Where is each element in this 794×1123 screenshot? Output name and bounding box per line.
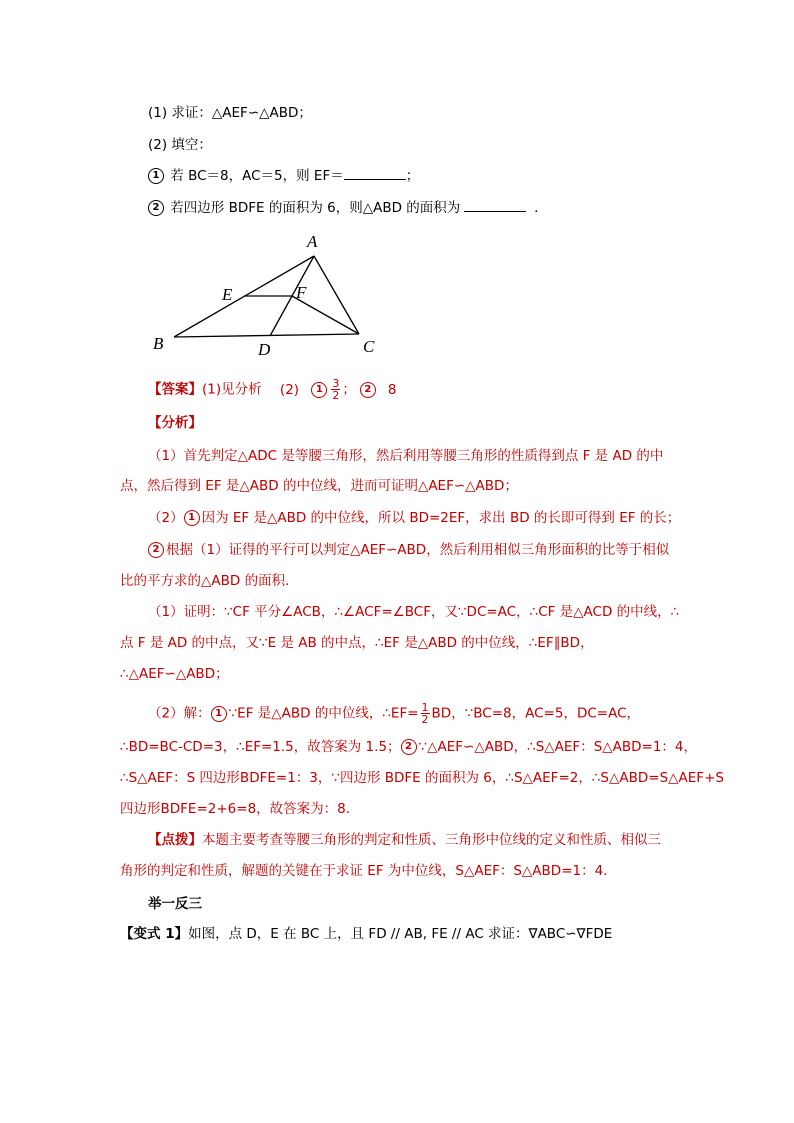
question-fill-2: 2 若四边形 BDFE 的面积为 6，则△ABD 的面积为 ． (148, 197, 548, 218)
analysis-line-6: （1）证明：∵CF 平分∠ACB，∴∠ACF=∠BCF，又∵DC=AC，∴CF 是△ACD 的中线，∴ (148, 604, 680, 620)
circle-number-1: 1 (211, 706, 227, 722)
analysis-line-4: 2 根据（1）证得的平行可以判定△AEF∽ABD，然后利用相似三角形面积的比等于相似 (148, 540, 669, 560)
label-A: A (307, 232, 318, 251)
analysis-line-2: 点，然后得到 EF 是△ABD 的中位线，进而可证明△AEF∽△ABD； (120, 478, 518, 494)
segment-AC (314, 256, 359, 334)
label-C: C (363, 337, 375, 356)
analysis-line-8: ∴△AEF∽△ABD； (120, 666, 229, 682)
question-part-2: (2) 填空： (148, 137, 212, 153)
variant-tag: 【变式 1】 (120, 926, 189, 942)
label-B: B (153, 334, 164, 353)
circle-number-1: 1 (184, 510, 200, 526)
answer-line: 【答案】(1)见分析 (2) 1 $\frac{3}{2}$ ； 2 8 (148, 377, 397, 402)
geometry-figure (148, 228, 388, 363)
label-D: D (258, 340, 271, 359)
question-part-1: (1) 求证：△AEF∽△ABD； (148, 105, 312, 121)
tip-line-2: 角形的判定和性质，解题的关键在于求证 EF 为中位线，S△AEF：S△ABD=1：4． (120, 863, 617, 879)
analysis-line-3: （2） 1 因为 EF 是△ABD 的中位线，所以 BD=2EF，求出 BD 的长即可得到 EF 的长； (148, 510, 681, 526)
fraction-1-2: $\frac{1}{2}$ (421, 701, 429, 726)
label-F: F (296, 283, 307, 302)
analysis-tag: 【分析】 (148, 415, 202, 431)
variant-1: 【变式 1】如图，点 D，E 在 BC 上，且 FD // AB, FE // AC 求证：∇ABC∽∇FDE (120, 926, 613, 942)
question-fill-1: 1 若 BC＝8，AC＝5，则 EF＝ ； (148, 165, 419, 186)
section-heading: 举一反三 (148, 896, 202, 912)
answer-blank-2 (464, 197, 526, 212)
circle-number-2: 2 (148, 200, 164, 216)
segment-BC (174, 334, 359, 337)
circle-number-2: 2 (360, 382, 376, 398)
answer-tag: 【答案】 (148, 381, 202, 398)
analysis-line-10: ∴BD=BC-CD=3，∴EF=1.5，故答案为 1.5； 2 ∵△AEF∽△ABD，∴S△AEF：S△ABD=1：4， (120, 739, 698, 755)
tip-tag: 【点拨】 (148, 832, 202, 848)
analysis-line-5: 比的平方求的△ABD 的面积． (120, 573, 299, 589)
analysis-line-12: 四边形BDFE=2+6=8，故答案为：8． (120, 801, 360, 817)
analysis-line-7: 点 F 是 AD 的中点，又∵E 是 AB 的中点，∴EF 是△ABD 的中位线，∴EF∥BD， (120, 635, 594, 651)
analysis-line-9: （2）解： 1 ∵EF 是△ABD 的中位线，∴EF= $\frac{1}{2}$ BD，∵BC=8，AC=5，DC=AC， (148, 701, 641, 726)
fraction-3-2: $\frac{3}{2}$ (332, 377, 340, 402)
answer-blank-1 (344, 165, 406, 180)
circle-number-1: 1 (311, 382, 327, 398)
label-E: E (222, 285, 233, 304)
circle-number-2: 2 (148, 542, 164, 558)
circle-number-1: 1 (148, 168, 164, 184)
tip-line-1: 【点拨】本题主要考查等腰三角形的判定和性质、三角形中位线的定义和性质、相似三 (148, 832, 661, 848)
circle-number-2: 2 (401, 739, 417, 755)
analysis-line-1: （1）首先判定△ADC 是等腰三角形，然后利用等腰三角形的性质得到点 F 是 AD 的中 (148, 448, 664, 464)
analysis-line-11: ∴S△AEF：S 四边形BDFE=1：3，∵四边形 BDFE 的面积为 6，∴S△AEF=2，∴S△ABD=S△AEF+S (120, 770, 724, 786)
